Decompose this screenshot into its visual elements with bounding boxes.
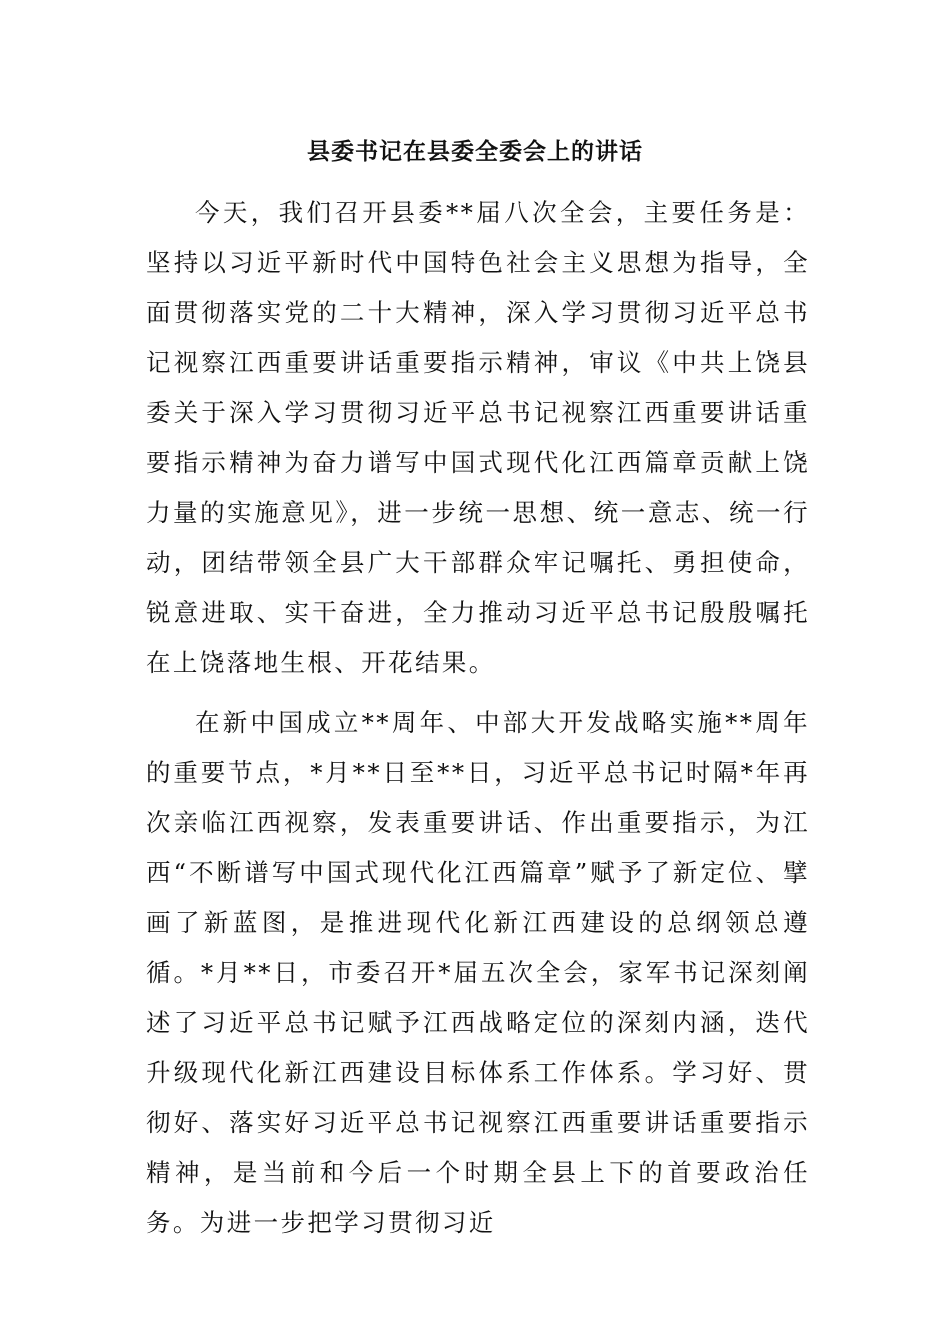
paragraph-1: 今天，我们召开县委**届八次全会，主要任务是：坚持以习近平新时代中国特色社会主义思想为指导，全面贯彻落实党的二十大精神，深入学习贯彻习近平总书记视察江西重要讲话重要指示精神，审议《中共上饶县委关于深入学习贯彻习近平总书记视察江西重要讲话重要指示精神为奋力谱写中国式现代化江西篇章贡献上饶力量的实施意见》，进一步统一思想、统一意志、统一行动，团结带领全县广大干部群众牢记嘱托、勇担使命，锐意进取、实干奋进，全力推动习近平总书记殷殷嘱托在上饶落地生根、开花结果。 bbox=[146, 198, 810, 677]
document-title: 县委书记在县委全委会上的讲话 bbox=[307, 138, 643, 165]
paragraph-2: 在新中国成立**周年、中部大开发战略实施**周年的重要节点，*月**日至**日，习近平总书记时隔*年再次亲临江西视察，发表重要讲话、作出重要指示，为江西“不断谱写中国式现代化江西篇章”赋予了新定位、擘画了新蓝图，是推进现代化新江西建设的总纲领总遵循。*月**日，市委召开*届五次全会，家军书记深刻阐述了习近平总书记赋予江西战略定位的深刻内涵，迭代升级现代化新江西建设目标体系工作体系。学习好、贯彻好、落实好习近平总书记视察江西重要讲话重要指示精神，是当前和今后一个时期全县上下的首要政治任务。为进一步把学习贯彻习近 bbox=[146, 708, 810, 1237]
